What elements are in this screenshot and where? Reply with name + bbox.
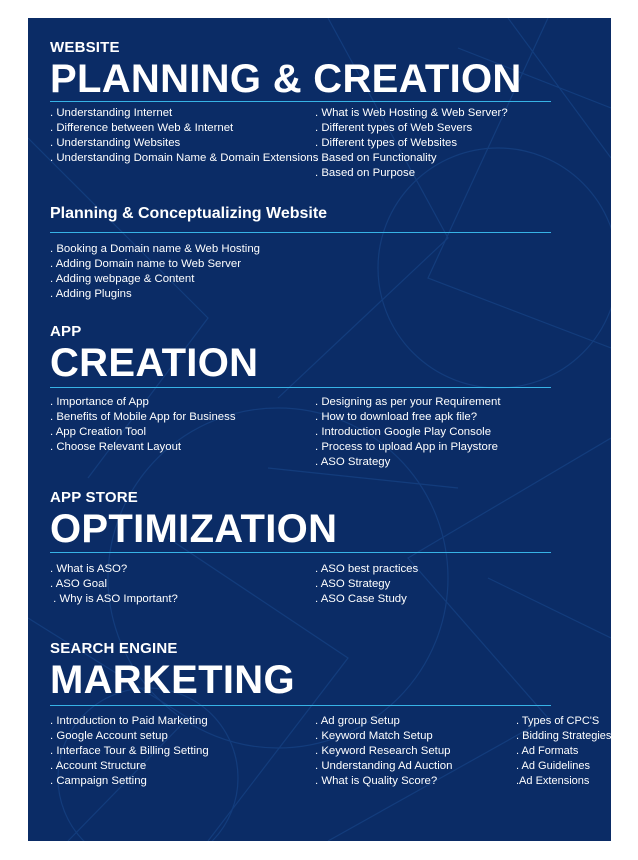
list-item: . Adding webpage & Content [50, 273, 195, 285]
list-item: . Based on Purpose [315, 167, 416, 179]
list-item: . What is Web Hosting & Web Server? [315, 107, 508, 119]
section-title: PLANNING & CREATION [50, 57, 522, 101]
list-item: . Ad Formats [516, 745, 579, 757]
list-item: . Understanding Websites [50, 137, 181, 149]
website-section [50, 39, 611, 179]
list-item: . Types of CPC'S [516, 715, 600, 727]
list-item: . Interface Tour & Billing Setting [50, 745, 209, 757]
list-item: . Keyword Research Setup [315, 745, 451, 757]
section-title: CREATION [50, 341, 259, 385]
list-item: . Different types of Web Severs [315, 122, 473, 134]
list-item: . Process to upload App in Playstore [315, 441, 498, 453]
list-item: . Google Account setup [50, 730, 168, 742]
app-col1 [50, 395, 236, 455]
list-item: . ASO best practices [315, 563, 419, 575]
list-item: . Adding Domain name to Web Server [50, 258, 241, 270]
list-item: . Adding Plugins [50, 288, 132, 300]
section-kicker: WEBSITE [50, 39, 120, 56]
section-subtitle: Planning & Conceptualizing Website [50, 205, 328, 222]
planning-section [50, 205, 611, 300]
list-item: .Ad Extensions [516, 775, 590, 787]
list-item: . ASO Strategy [315, 578, 391, 590]
website-col1 [50, 106, 318, 166]
divider [50, 705, 551, 706]
section-kicker: APP [50, 323, 82, 340]
list-item: . Introduction to Paid Marketing [50, 715, 208, 727]
divider [50, 101, 551, 102]
website-col2 [315, 106, 508, 181]
list-item: . Bidding Strategies [516, 730, 611, 742]
list-item: . Why is ASO Important? [50, 593, 178, 605]
sem-col1 [50, 714, 209, 789]
list-item: . ASO Strategy [315, 456, 391, 468]
section-title: OPTIMIZATION [50, 507, 338, 551]
app-section [50, 323, 611, 468]
divider [50, 387, 551, 388]
list-item: . Importance of App [50, 396, 149, 408]
list-item: . Booking a Domain name & Web Hosting [50, 243, 260, 255]
list-item: . App Creation Tool [50, 426, 147, 438]
aso-section [50, 489, 611, 605]
section-kicker: APP STORE [50, 489, 138, 506]
list-item: . Account Structure [50, 760, 147, 772]
list-item: . Difference between Web & Internet [50, 122, 234, 134]
list-item: . Ad group Setup [315, 715, 400, 727]
list-item: . Benefits of Mobile App for Business [50, 411, 236, 423]
list-item: . What is ASO? [50, 563, 128, 575]
list-item: . Introduction Google Play Console [315, 426, 492, 438]
section-title: MARKETING [50, 658, 295, 702]
divider [50, 552, 551, 553]
sem-section [50, 640, 611, 787]
brochure-panel [28, 18, 611, 841]
app-col2 [315, 395, 501, 470]
list-item: . What is Quality Score? [315, 775, 438, 787]
list-item: . Campaign Setting [50, 775, 147, 787]
list-item: . Ad Guidelines [516, 760, 590, 772]
list-item: . Designing as per your Requirement [315, 396, 501, 408]
list-item: . How to download free apk file? [315, 411, 478, 423]
list-item: . Understanding Domain Name & Domain Extensions [50, 152, 319, 164]
aso-col1 [50, 562, 178, 607]
sem-col2 [315, 714, 452, 789]
aso-col2 [315, 562, 418, 607]
list-item: . ASO Case Study [315, 593, 407, 605]
divider [50, 232, 551, 233]
list-item: . Based on Functionality [315, 152, 437, 164]
list-item: . ASO Goal [50, 578, 107, 590]
list-item: . Choose Relevant Layout [50, 441, 182, 453]
section-kicker: SEARCH ENGINE [50, 640, 178, 657]
list-item: . Understanding Ad Auction [315, 760, 453, 772]
list-item: . Keyword Match Setup [315, 730, 433, 742]
sem-col3 [516, 714, 611, 789]
list-item: . Understanding Internet [50, 107, 173, 119]
planning-list [50, 242, 260, 302]
list-item: . Different types of Websites [315, 137, 458, 149]
